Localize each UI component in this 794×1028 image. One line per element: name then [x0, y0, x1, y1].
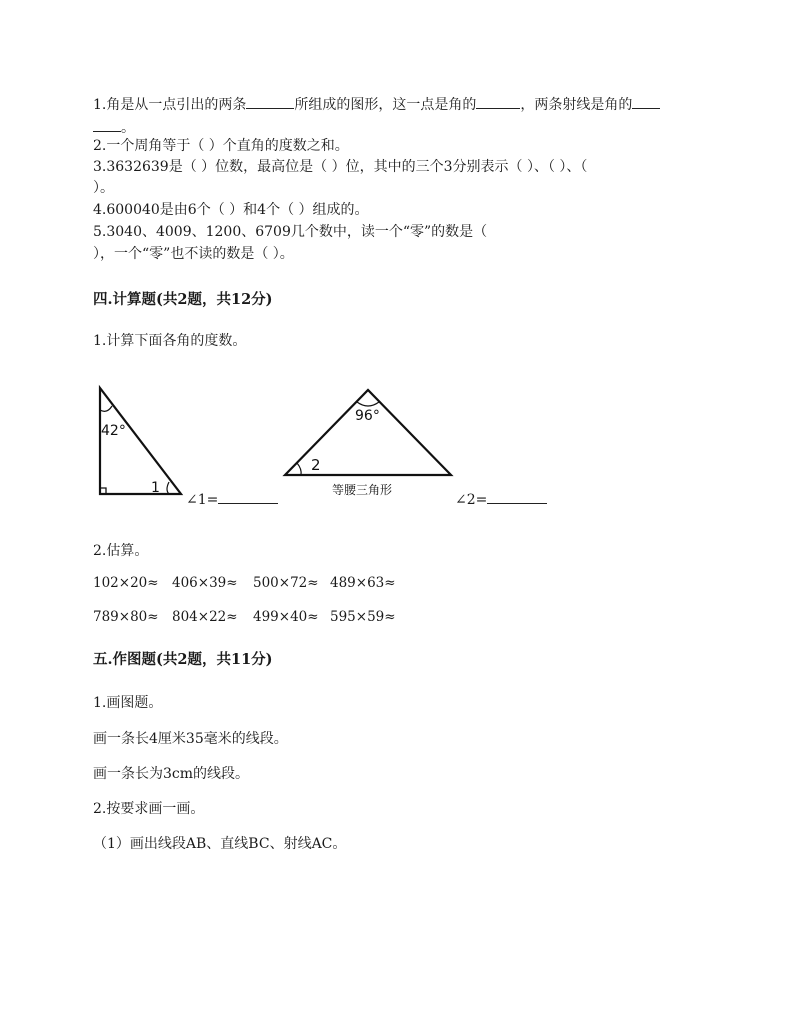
- question-3-5: 5.3040、4009、1200、6709几个数中，读一个“零”的数是（: [93, 224, 488, 240]
- isosceles-caption: 等腰三角形: [332, 483, 393, 497]
- section-4-title: 四.计算题(共2题，共12分): [93, 291, 273, 308]
- question-3-5-cont: ），一个“零”也不读的数是（ ）。: [93, 246, 294, 262]
- question-4-1: 1.计算下面各角的度数。: [93, 333, 247, 349]
- angle2-answer-label: ∠2=: [455, 492, 488, 508]
- estimate-r2c1: 789×80≈: [93, 609, 159, 625]
- angle2-label: 2: [311, 456, 321, 474]
- q1-tail: 。: [121, 120, 135, 136]
- question-3-3-cont: ）。: [93, 180, 114, 196]
- estimate-r2c3: 499×40≈: [253, 609, 319, 625]
- right-triangle: [100, 388, 181, 494]
- question-5-2: 2.按要求画一画。: [93, 801, 205, 817]
- question-5-1a: 画一条长4厘米35毫米的线段。: [93, 731, 288, 747]
- q1-text-part2: 所组成的图形，这一点是角的: [294, 97, 477, 113]
- question-3-2: 2.一个周角等于（ ）个直角的度数之和。: [93, 138, 349, 154]
- angle2-answer: [455, 489, 547, 508]
- angle-96-label: 96°: [355, 408, 380, 424]
- angle1-label: 1: [151, 480, 160, 496]
- estimate-r1c2: 406×39≈: [172, 575, 238, 591]
- question-4-2: 2.估算。: [93, 543, 149, 559]
- q1-text-part3: ，两条射线是角的: [520, 97, 633, 113]
- answer-blank-3[interactable]: [632, 94, 660, 109]
- estimate-r1c4: 489×63≈: [330, 575, 396, 591]
- angle1-answer-label: ∠1=: [186, 492, 219, 508]
- answer-blank-1[interactable]: [246, 94, 294, 109]
- answer-blank-2[interactable]: [476, 94, 520, 109]
- apex-angle-arc: [357, 402, 379, 406]
- top-angle-arc: [100, 406, 112, 411]
- angle2-answer-blank[interactable]: [487, 489, 547, 504]
- question-3-4: 4.600040是由6个（ ）和4个（ ）组成的。: [93, 202, 369, 218]
- angle1-arc: [167, 482, 169, 494]
- estimate-r1c1: 102×20≈: [93, 575, 159, 591]
- question-5-2a: （1）画出线段AB、直线BC、射线AC。: [93, 836, 347, 852]
- q1-text-part1: 1.角是从一点引出的两条: [93, 97, 247, 113]
- question-3-1-cont: [93, 117, 135, 137]
- answer-blank-3-cont[interactable]: [93, 117, 121, 132]
- angle-42-label: 42°: [101, 423, 126, 439]
- angle1-answer-blank[interactable]: [218, 489, 278, 504]
- angle2-arc: [297, 463, 301, 475]
- question-5-1: 1.画图题。: [93, 695, 163, 711]
- isosceles-triangle: [285, 390, 451, 475]
- angle1-answer: [186, 489, 278, 508]
- question-3-3: 3.3632639是（ ）位数，最高位是（ ）位，其中的三个3分别表示（ ）、（ ）、（: [93, 159, 588, 175]
- estimate-r1c3: 500×72≈: [253, 575, 319, 591]
- estimate-r2c4: 595×59≈: [330, 609, 396, 625]
- question-3-1: [93, 94, 660, 114]
- section-5-title: 五.作图题(共2题，共11分): [93, 651, 273, 668]
- question-5-1b: 画一条长为3cm的线段。: [93, 766, 250, 782]
- estimate-r2c2: 804×22≈: [172, 609, 238, 625]
